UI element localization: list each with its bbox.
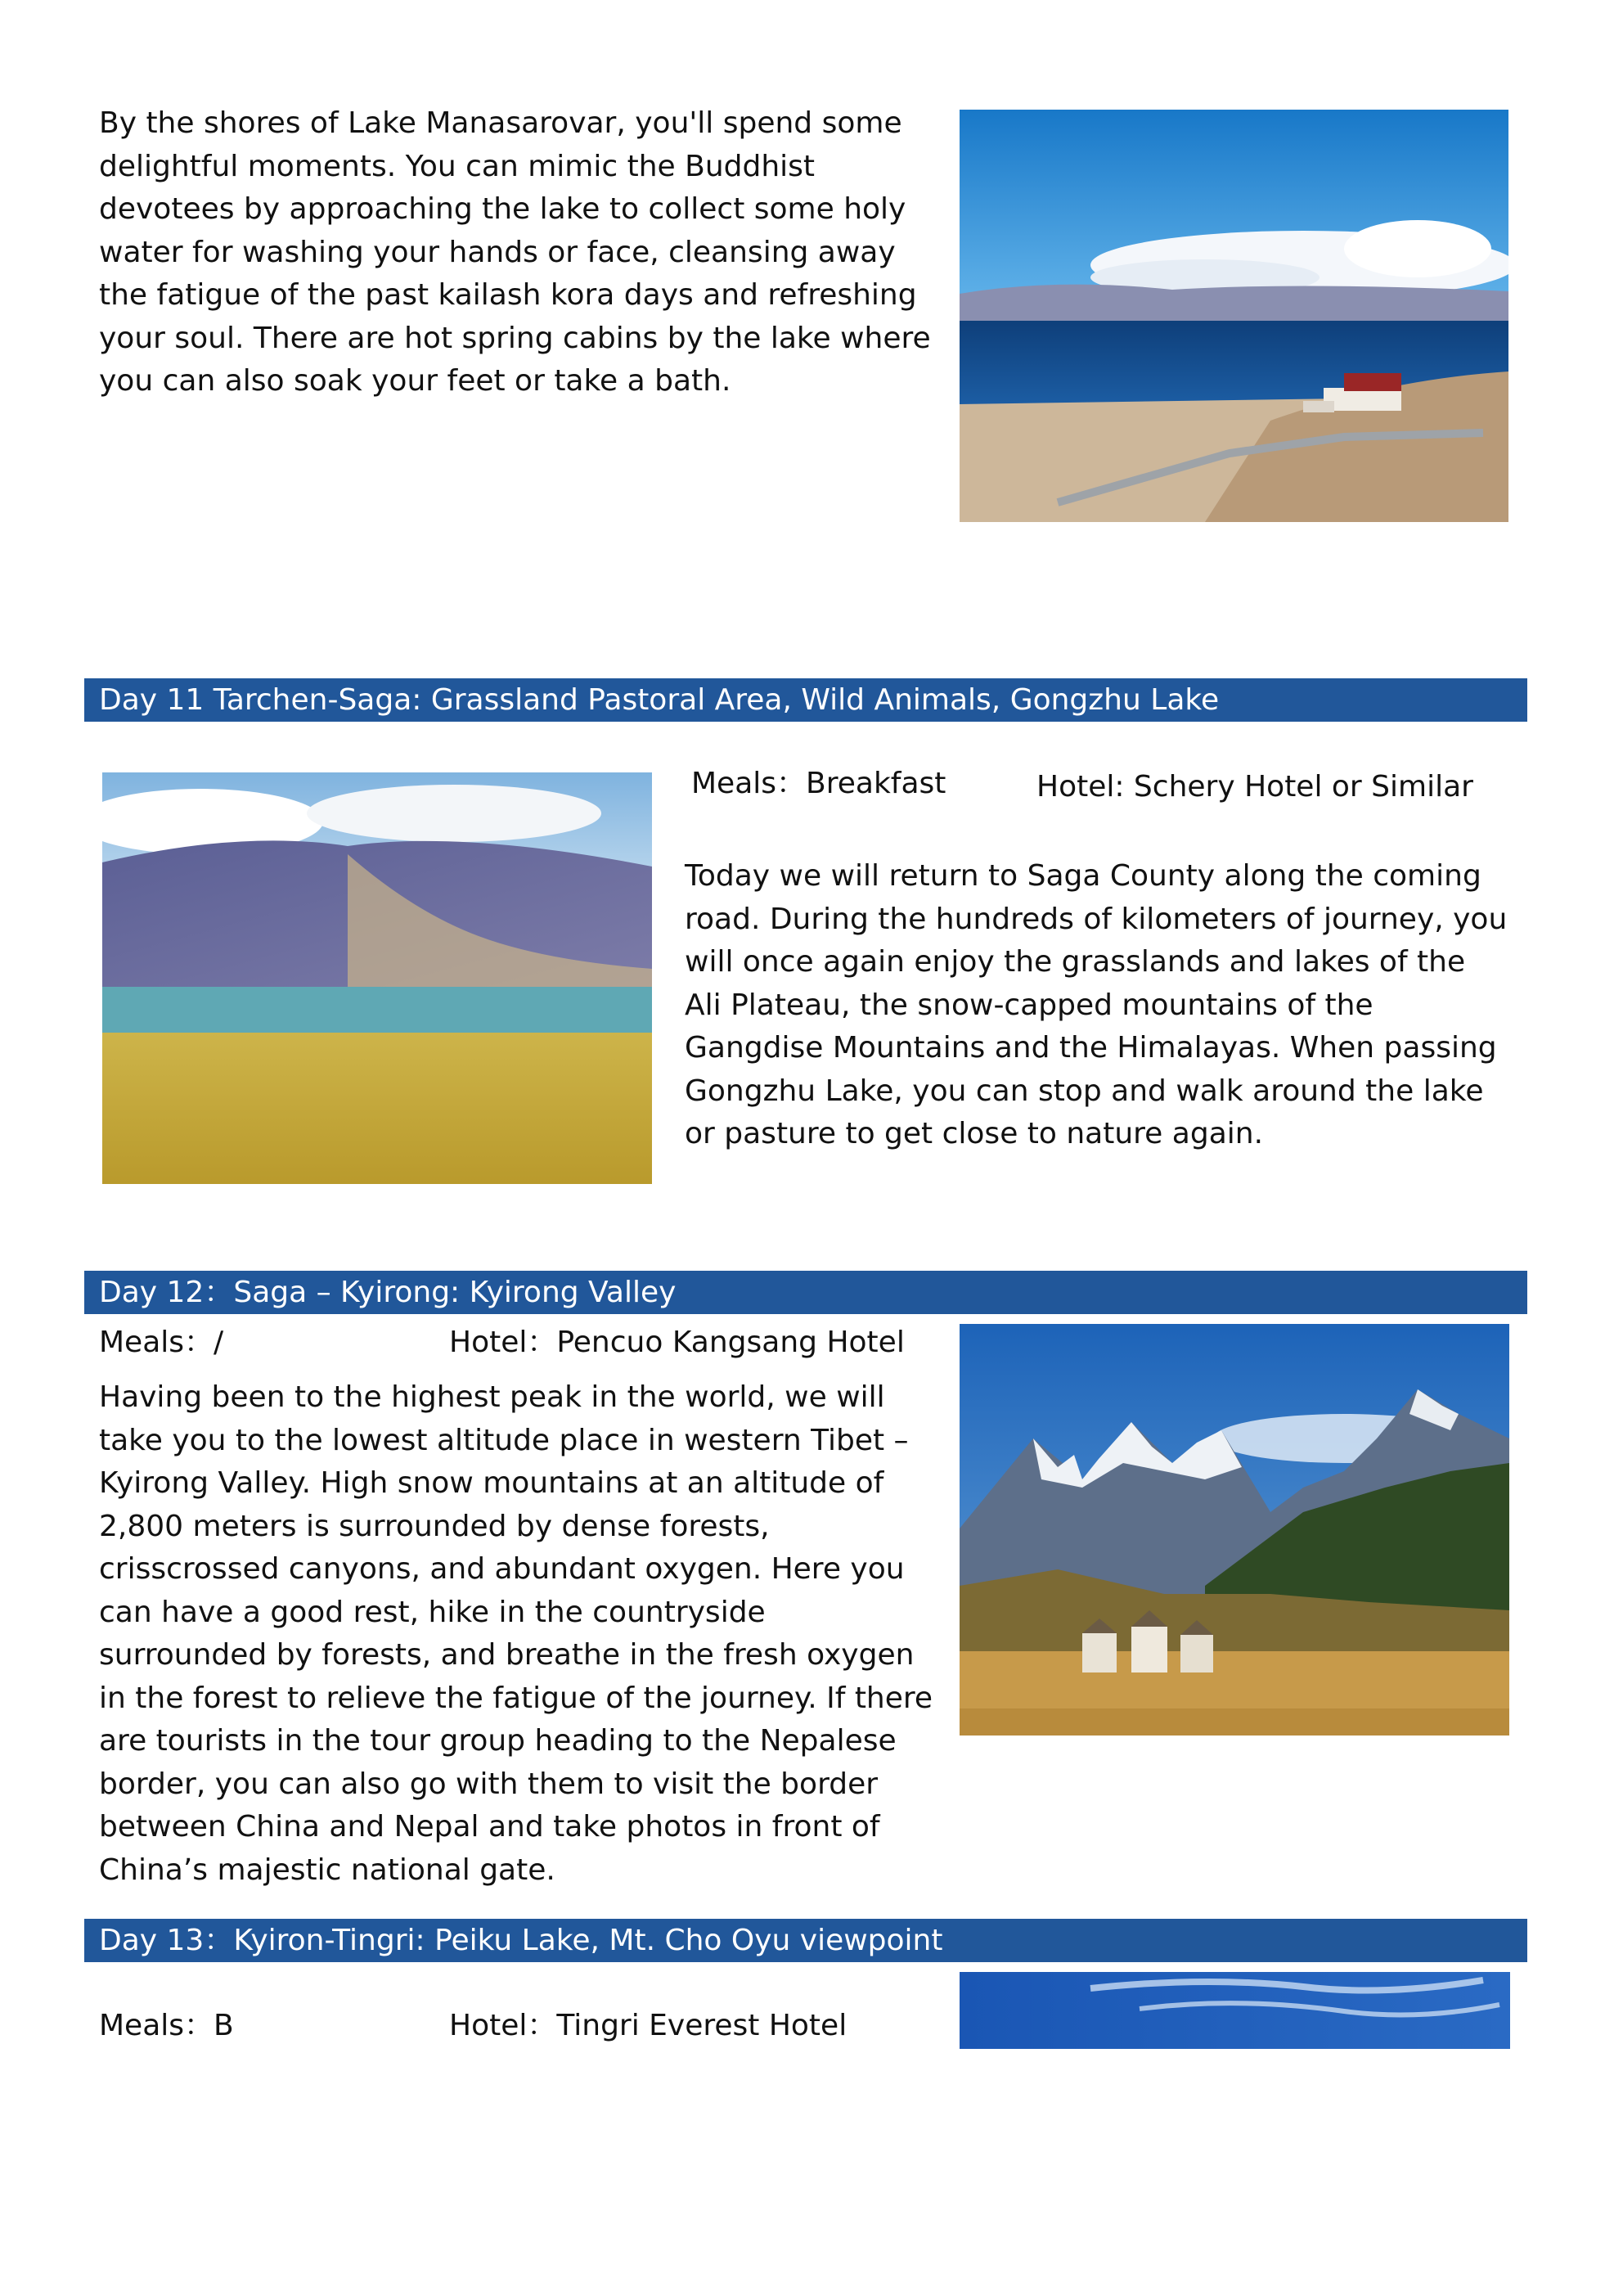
day12-hotel: Hotel：Pencuo Kangsang Hotel (449, 1326, 905, 1359)
lake-manasarovar-photo (960, 110, 1508, 522)
day11-meals: Meals：Breakfast (691, 767, 946, 800)
intro-paragraph: By the shores of Lake Manasarovar, you'll spend some delightful moments. You can mimic the Buddhist devotees by approaching the lake to collect some holy water for washing your hands or face, cleansing away the fatigue of the past kailash kora days and refreshing your soul. There are hot spring cabins by the lake where you can also soak your feet or take a bath. (99, 106, 931, 398)
peiku-lake-photo-partial (960, 1972, 1510, 2049)
kyirong-valley-photo (960, 1324, 1509, 1736)
day13-meals: Meals：B (99, 2009, 234, 2042)
day13-hotel: Hotel：Tingri Everest Hotel (449, 2009, 847, 2042)
day11-hotel: Hotel: Schery Hotel or Similar (1036, 770, 1473, 804)
day12-header: Day 12：Saga – Kyirong: Kyirong Valley (84, 1271, 1527, 1314)
gongzhu-lake-photo (102, 772, 652, 1184)
day11-header: Day 11 Tarchen-Saga: Grassland Pastoral Area, Wild Animals, Gongzhu Lake (84, 678, 1527, 722)
day12-paragraph: Having been to the highest peak in the world, we will take you to the lowest altitude place in western Tibet – Kyirong Valley. High snow mountains at an altitude of 2,800 meters is surrounded by dense forests, crisscrossed canyons, and abundant oxygen. Here you can have a good rest, hike in the countryside surrounded by forests, and breathe in the fresh oxygen in the forest to relieve the fatigue of the journey. If there are tourists in the tour group heading to the Nepalese border, you can also go with them to visit the border between China and Nepal and take photos in front of China’s majestic national gate. (99, 1380, 933, 1887)
day13-header: Day 13：Kyiron-Tingri: Peiku Lake, Mt. Cho Oyu viewpoint (84, 1919, 1527, 1962)
day11-paragraph: Today we will return to Saga County along the coming road. During the hundreds of kilometers of journey, you will once again enjoy the grasslands and lakes of the Ali Plateau, the snow-capped mountains of the Gangdise Mountains and the Himalayas. When passing Gongzhu Lake, you can stop and walk around the lake or pasture to get close to nature again. (685, 859, 1508, 1150)
day12-meals: Meals：/ (99, 1326, 224, 1359)
